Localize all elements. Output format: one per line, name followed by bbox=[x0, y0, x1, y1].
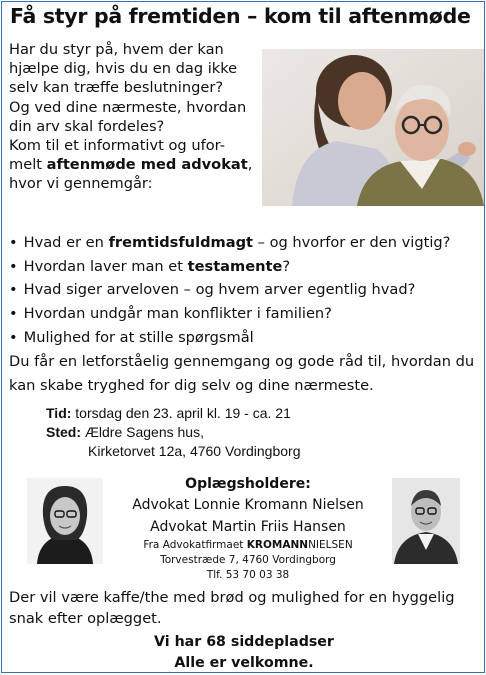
intro-line: Kom til et informativt og ufor- bbox=[9, 137, 225, 155]
firm-name bbox=[108, 538, 388, 553]
event-place bbox=[46, 423, 466, 442]
list-item-text: Mulighed for at stille spørgsmål bbox=[23, 328, 254, 346]
closing-highlight bbox=[2, 632, 486, 674]
speakers-heading: Oplægsholdere: bbox=[185, 476, 311, 492]
list-item bbox=[9, 231, 479, 255]
intro-text: , bbox=[247, 156, 253, 174]
intro-emphasis: aftenmøde med advokat bbox=[46, 156, 248, 174]
list-item-text: Hvordan laver man et bbox=[23, 257, 188, 275]
list-item-text: Hvordan undgår man konflikter i familien? bbox=[23, 305, 332, 323]
welcome-note: Alle er velkomne. bbox=[174, 655, 314, 671]
list-item-text: Hvad siger arveloven – og hvem arver egentlig hvad? bbox=[23, 281, 416, 299]
place-label: Sted: bbox=[46, 424, 81, 440]
summary-line: Du får en letforståelig gennemgang og gode råd til, hvordan du bbox=[9, 353, 475, 370]
couple-photo bbox=[262, 49, 484, 206]
list-item-text: Hvad er en bbox=[23, 234, 109, 251]
headline: Få styr på fremtiden – kom til aftenmøde bbox=[10, 4, 471, 28]
intro-paragraph bbox=[9, 40, 259, 194]
flyer-page bbox=[1, 1, 485, 673]
place-value: Ældre Sagens hus, bbox=[81, 424, 204, 440]
speaker-name: Advokat Lonnie Kromann Nielsen bbox=[132, 497, 364, 513]
place-address: Kirketorvet 12a, 4760 Vordingborg bbox=[88, 443, 301, 459]
intro-line: Og ved dine nærmeste, hvordan bbox=[9, 98, 247, 116]
intro-line: selv kan træffe beslutninger? bbox=[9, 79, 224, 97]
summary-line: kan skabe tryghed for dig selv og dine nærmeste. bbox=[9, 376, 374, 394]
list-item-emphasis: testamente bbox=[187, 257, 283, 275]
firm-phone: Tlf. 53 70 03 38 bbox=[206, 569, 290, 581]
closing-line: snak efter oplægget. bbox=[9, 610, 162, 627]
event-time bbox=[46, 404, 466, 423]
event-details bbox=[46, 404, 466, 461]
list-item bbox=[9, 302, 479, 326]
time-label: Tid: bbox=[46, 405, 72, 421]
intro-line bbox=[9, 155, 259, 174]
firm-prefix: Fra Advokatfirmaet bbox=[143, 539, 247, 551]
topic-list bbox=[9, 231, 479, 350]
list-item bbox=[9, 278, 479, 302]
list-item bbox=[9, 255, 479, 279]
speaker-name: Advokat Martin Friis Hansen bbox=[150, 519, 346, 535]
seats-note: Vi har 68 siddepladser bbox=[154, 634, 334, 650]
list-item-text: – og hvorfor er den vigtig? bbox=[253, 234, 451, 251]
intro-line: hjælpe dig, hvis du en dag ikke bbox=[9, 60, 238, 78]
firm-bold: KROMANN bbox=[246, 539, 309, 551]
closing-line: Der vil være kaffe/the med brød og mulighed for en hyggelig bbox=[9, 589, 455, 606]
list-item-emphasis: fremtidsfuldmagt bbox=[108, 234, 253, 251]
intro-line: hvor vi gennemgår: bbox=[9, 175, 153, 193]
firm-suffix: NIELSEN bbox=[308, 539, 353, 551]
speaker-photo-martin bbox=[392, 478, 460, 564]
firm-address: Torvestræde 7, 4760 Vordingborg bbox=[160, 554, 336, 566]
intro-line: din arv skal fordeles? bbox=[9, 117, 165, 135]
speaker-photo-lonnie bbox=[27, 478, 103, 564]
speakers-block bbox=[108, 474, 388, 583]
intro-line: Har du styr på, hvem der kan bbox=[9, 41, 224, 58]
time-value: torsdag den 23. april kl. 19 - ca. 21 bbox=[71, 405, 291, 421]
intro-text: melt bbox=[9, 156, 47, 174]
summary-paragraph bbox=[9, 350, 481, 397]
list-item bbox=[9, 326, 479, 350]
closing-paragraph bbox=[9, 587, 481, 629]
list-item-text: ? bbox=[282, 257, 291, 275]
